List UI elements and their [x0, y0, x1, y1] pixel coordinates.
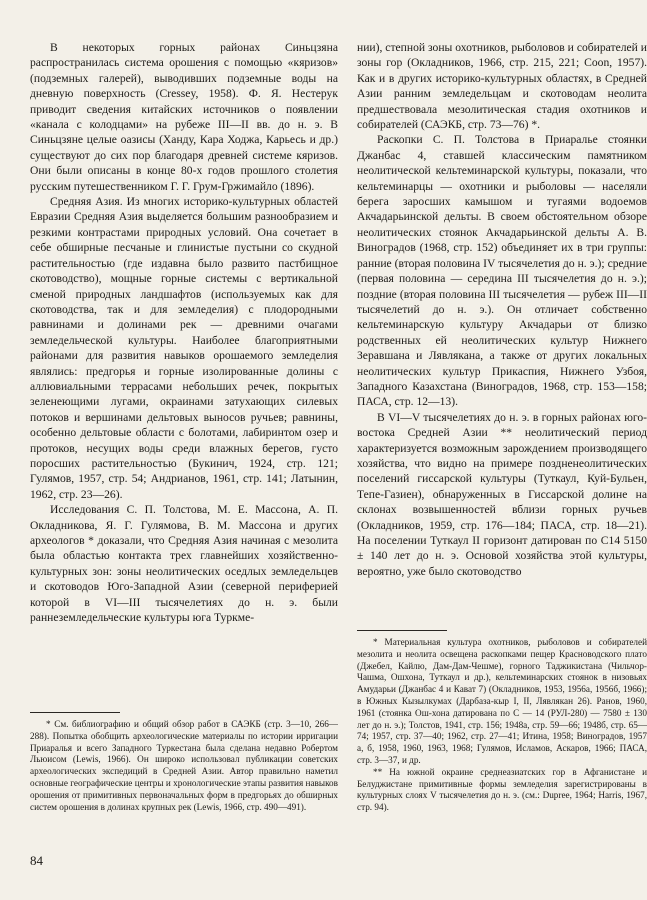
footnote-right-2: ** На южной окраине среднеазиатских гор в Афганистане и Белуджистане примитивные формы земледелия зарегистрированы в культурных слоях V тысячелетия до н. э. (см.: Dupree, 1964; Harris, 1967, стр. 94).: [357, 766, 647, 813]
right-footnotes: [357, 630, 647, 814]
paragraph-research-overview: Исследования С. П. Толстова, М. Е. Массона, А. П. Окладникова, Я. Г. Гулямова, В. М. Массона и других археологов * доказали, что Средняя Азия начиная с мезолита была областью контакта трех главнейших хозяйственно-культурных зон: зоны неолитических оседлых земледельцев и скотоводов Юго-Западной Азии (северной периферией которой в VI—III тысячелетиях до н. э. были раннеземледельческие культуры юга Туркме-: [30, 503, 338, 625]
left-column: [30, 40, 338, 625]
paragraph-central-asia-intro: Средняя Азия. Из многих историко-культурных областей Евразии Средняя Азия выделяется большим разнообразием и резкими контрастами природных условий. Она сочетает в себе обширные песчаные и глинистые пустыни со скудной растительностью (где издавна было развито пастбищное скотоводство), мощные горные системы с вертикальной сменой природных ландшафтов (используемых как для скотоводства, так и для земледелия) с плодородными равнинами и долинами рек — древними очагами земледельческой культуры. Наиболее благоприятными районами для развития навыков орошаемого земледелия являлись: предгорья и горные изолированные долины с аллювиальными террасами небольших речек, покрытых зеленеющими лугами, окраинами затухающих силевых потоков и вершинами дельтовых выносов ручьев; равнины, особенно дельтовые области с болотами, лабиринтом озер и протоков, несущих воды среди влажных берегов, густо поросших растительностью (Букинич, 1924, стр. 121; Гулямов, 1957, стр. 54; Андрианов, 1961, стр. 141; Латынин, 1962, стр. 23—26).: [30, 195, 338, 501]
page-number: 84: [30, 853, 43, 868]
footnote-left: * См. библиографию и общий обзор работ в САЭКБ (стр. 3—10, 266—288). Попытка обобщить археологические материалы по истории ирригации Приаралья и всего Западного Туркестана была сделана недавно Робертом Льюисом (Lewis, 1966). Он широко использовал публикации советских археологических экспедиций в Средней Азии. Автор правильно наметил основные географические центры и хронологические этапы развития навыков орошения от примитивных первоначальных форм в предгорьях до обширных систем орошения в долинах крупных рек (Lewis, 1966, стр. 490—491).: [30, 719, 338, 812]
paragraph-tolstov-excavations: Раскопки С. П. Толстова в Приаралье стоянки Джанбас 4, ставшей классическим памятником неолитической кельтеминарской культуры, показали, что кельтеминарцы — охотники и рыболовы — населяли берега заросших камышом и тугаями водоемов Акчадарьинской дельты. В своем обстоятельном обзоре неолитических стоянок Акчадарьинской дельты А. В. Виноградов (1968, стр. 152) объединяет их в три группы: ранние (вторая половина IV тысячелетия до н. э.); средние (первая половина — середина III тысячелетия до н. э.); поздние (вторая половина III тысячелетия — рубеж III—II тысячелетий до н. э.). Он отличает собственно кельтеминарскую культуру Акчадарьи от близко родственных ей неолитических культур Нижнего Зеравшана и Лявлякана, а также от других локальных неолитических культур Прикаспия, Нижнего Узбоя, Западного Казахстана (Виноградов, 1968, стр. 153—158; ПАСА, стр. 12—13).: [357, 133, 647, 409]
right-column: [357, 40, 647, 579]
left-footnotes: [30, 712, 338, 813]
paragraph-xinjiang-kariz: В некоторых горных районах Синьцзяна распространилась система орошения с помощью «кяризов» (подземных галерей), выводивших подземные воды на дневную поверхность (Cressey, 1958). Ф. Я. Нестерук приводит сведения китайских источников о появлении «канала с колодцами» на рубеже III—II вв. до н. э. В Синьцзяне целые оазисы (Ханду, Кара Ходжа, Карьесь и др.) существуют до сих пор благодаря древней системе кяризов. Они были описаны в конце 80-х годов прошлого столетия русским путешественником Г. Г. Грум-Гржимайло (1896).: [30, 41, 338, 193]
paragraph-neolithic-southeast: В VI—V тысячелетиях до н. э. в горных районах юго-востока Средней Азии ** неолитический период характеризуется возможным зарождением производящего хозяйства, что видно на примере поздненеолитических поселений гиссарской культуры (Туткаул, Куй-Бульен, Тепе-Газиен), обнаруженных в Гиссарской долине на склонах возвышенностей вблизи горных ручьев (Окладников, 1959, стр. 176—184; ПАСА, стр. 18—21). На поселении Туткаул II горизонт датирован по C14 5150 ± 140 лет до н. э. Основой хозяйства этой культуры, вероятно, уже было скотоводство: [357, 410, 647, 578]
footnote-divider: [357, 630, 447, 631]
footnote-right-1: * Материальная культура охотников, рыболовов и собирателей мезолита и неолита освещена раскопками пещер Красноводского плато (Джебел, Кайлю, Дам-Дам-Чешме), горного Таджикистана (Чильчор-Чашма, Ошхона, Туткаул и др.), кельтеминарских стоянок в низовьях Амударьи (Джанбас 4 и Кават 7) (Окладников, 1953, 1956а, 1956б, 1966); в Южных Кызылкумах (Дарбаза-кыр I, II, Лявлякан 26). Ранов, 1960, 1961 (стоянка Ош-хона датирована по C — 14 (РУЛ-280) — 7580 ± 130 лет до н. э.); Толстов, 1941, стр. 156; 1948а, стр. 59—66; 1948б, стр. 65—74; 1957, стр. 37—40; 1962, стр. 27—41; Итина, 1958; Виноградов, 1957 а, б, 1958, 1960, 1963, 1968; Гулямов, Исламов, Аскаров, 1966; ПАСА, стр. 3—37, и др.: [357, 637, 647, 765]
footnote-divider: [30, 712, 120, 713]
paragraph-continuation: нии), степной зоны охотников, рыболовов и собирателей и зоны гор (Окладников, 1966, стр. 215, 221; Coon, 1957). Как и в других историко-культурных областях, в Средней Азии ранним земледельцам и скотоводам неолита предшествовала мезолитическая стадия охотников и собирателей (САЭКБ, стр. 73—76) *.: [357, 41, 647, 132]
